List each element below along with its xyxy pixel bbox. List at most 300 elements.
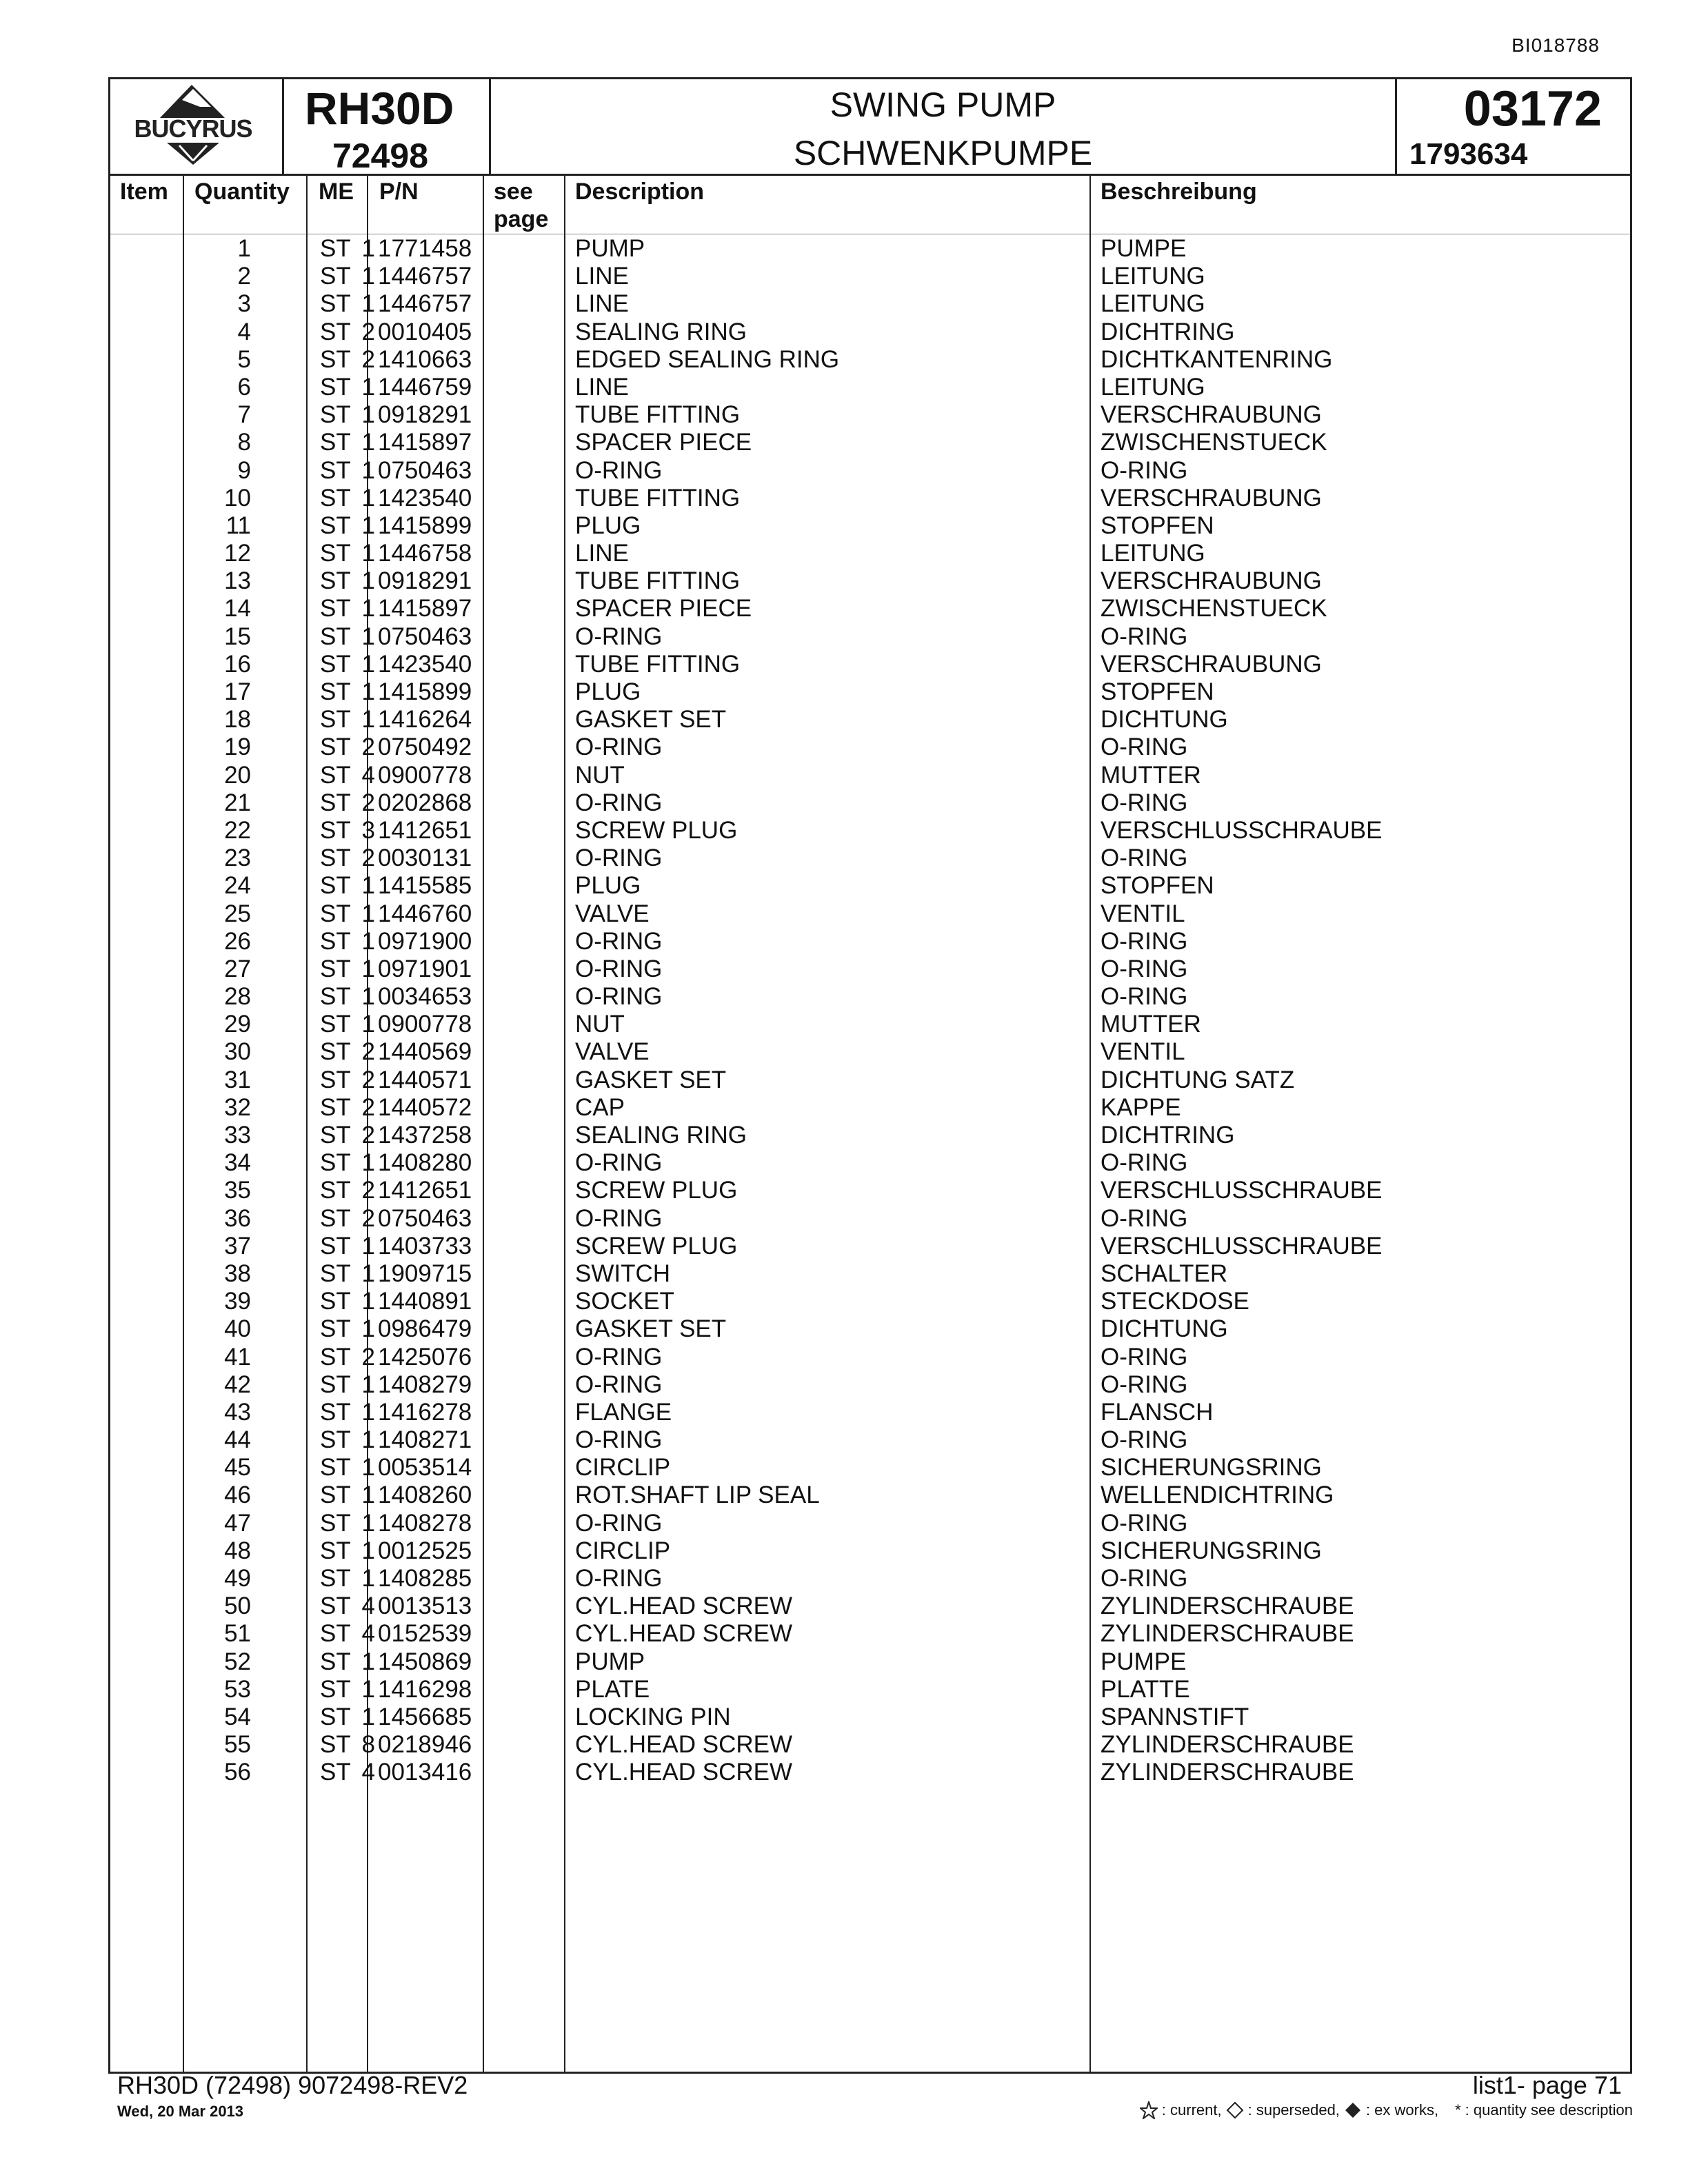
cell-part-number: 0750463 [378, 456, 472, 484]
cell-beschreibung: ZYLINDERSCHRAUBE [1101, 1759, 1354, 1786]
cell-part-number: 0900778 [378, 761, 472, 789]
table-row [110, 734, 1630, 761]
cell-description: SCREW PLUG [575, 1177, 738, 1204]
cell-part-number: 0971901 [378, 955, 472, 982]
col-header-see-page-1: see [494, 179, 533, 205]
cell-beschreibung: DICHTUNG [1101, 1315, 1228, 1343]
cell-description: O-RING [575, 623, 663, 650]
cell-quantity: 1 [361, 678, 375, 705]
cell-me: ST [320, 789, 351, 816]
table-row [110, 1205, 1630, 1233]
cell-me: ST [320, 1426, 351, 1454]
cell-part-number: 1415897 [378, 595, 472, 623]
parts-table-body [110, 235, 1630, 1787]
cell-item: 23 [224, 845, 251, 872]
cell-quantity: 1 [361, 1398, 375, 1426]
legend-current: : current, [1161, 2101, 1222, 2119]
cell-part-number: 1446760 [378, 900, 472, 927]
cell-part-number: 1408260 [378, 1482, 472, 1509]
cell-description: O-RING [575, 927, 663, 955]
cell-description: O-RING [575, 983, 663, 1011]
group-number: 03172 [1463, 81, 1602, 136]
cell-part-number: 1437258 [378, 1122, 472, 1149]
cell-me: ST [320, 955, 351, 982]
table-row [110, 1759, 1630, 1786]
cell-me: ST [320, 706, 351, 734]
model-name: RH30D [305, 83, 454, 134]
cell-description: LINE [575, 263, 629, 290]
cell-item: 26 [224, 927, 251, 955]
table-row [110, 983, 1630, 1011]
table-row [110, 318, 1630, 346]
cell-description: O-RING [575, 734, 663, 761]
cell-part-number: 1909715 [378, 1260, 472, 1287]
cell-beschreibung: SPANNSTIFT [1101, 1703, 1249, 1730]
cell-beschreibung: STOPFEN [1101, 678, 1214, 705]
cell-item: 34 [224, 1149, 251, 1177]
cell-me: ST [320, 1149, 351, 1177]
cell-description: TUBE FITTING [575, 401, 741, 429]
cell-quantity: 3 [361, 816, 375, 844]
cell-beschreibung: VERSCHLUSSCHRAUBE [1101, 1177, 1383, 1204]
cell-part-number: 1416298 [378, 1675, 472, 1703]
cell-quantity: 1 [361, 290, 375, 318]
cell-description: SEALING RING [575, 318, 747, 345]
table-row [110, 1038, 1630, 1066]
cell-beschreibung: VENTIL [1101, 900, 1185, 927]
cell-me: ST [320, 1122, 351, 1149]
cell-beschreibung: O-RING [1101, 1204, 1188, 1232]
cell-item: 40 [224, 1315, 251, 1343]
cell-quantity: 2 [361, 1204, 375, 1232]
cell-description: O-RING [575, 1204, 663, 1232]
col-header-item: Item [120, 179, 168, 205]
legend [1140, 2101, 1633, 2119]
cell-quantity: 1 [361, 872, 375, 900]
cell-beschreibung: VENTIL [1101, 1038, 1185, 1066]
cell-item: 44 [224, 1426, 251, 1454]
cell-description: SOCKET [575, 1288, 674, 1315]
cell-item: 55 [224, 1731, 251, 1759]
cell-item: 24 [224, 872, 251, 900]
cell-quantity: 2 [361, 1177, 375, 1204]
cell-beschreibung: PUMPE [1101, 235, 1187, 262]
cell-description: CYL.HEAD SCREW [575, 1620, 793, 1648]
model-cell [284, 79, 491, 174]
cell-beschreibung: O-RING [1101, 1371, 1188, 1398]
cell-me: ST [320, 623, 351, 650]
cell-me: ST [320, 983, 351, 1011]
cell-me: ST [320, 927, 351, 955]
cell-part-number: 1408280 [378, 1149, 472, 1177]
cell-beschreibung: ZWISCHENSTUECK [1101, 429, 1327, 456]
cell-description: O-RING [575, 789, 663, 816]
cell-part-number: 1456685 [378, 1703, 472, 1730]
cell-quantity: 1 [361, 1371, 375, 1398]
table-row [110, 1565, 1630, 1593]
cell-quantity: 4 [361, 1620, 375, 1648]
cell-item: 47 [224, 1509, 251, 1537]
cell-part-number: 1408285 [378, 1565, 472, 1592]
cell-item: 9 [237, 456, 251, 484]
cell-item: 45 [224, 1454, 251, 1482]
cell-me: ST [320, 1675, 351, 1703]
cell-item: 50 [224, 1593, 251, 1620]
table-row [110, 1149, 1630, 1177]
cell-beschreibung: VERSCHLUSSCHRAUBE [1101, 816, 1383, 844]
cell-me: ST [320, 1648, 351, 1675]
cell-part-number: 0750463 [378, 1204, 472, 1232]
cell-me: ST [320, 816, 351, 844]
cell-beschreibung: MUTTER [1101, 761, 1201, 789]
cell-description: CYL.HEAD SCREW [575, 1593, 793, 1620]
cell-part-number: 1440569 [378, 1038, 472, 1066]
cell-part-number: 0750463 [378, 623, 472, 650]
cell-description: CYL.HEAD SCREW [575, 1759, 793, 1786]
cell-beschreibung: O-RING [1101, 734, 1188, 761]
table-row [110, 1260, 1630, 1288]
cell-description: GASKET SET [575, 1315, 727, 1343]
cell-quantity: 2 [361, 734, 375, 761]
table-row [110, 346, 1630, 374]
cell-description: PLUG [575, 512, 641, 539]
cell-description: ROT.SHAFT LIP SEAL [575, 1482, 820, 1509]
cell-part-number: 0013513 [378, 1593, 472, 1620]
cell-quantity: 1 [361, 1565, 375, 1592]
cell-item: 20 [224, 761, 251, 789]
cell-quantity: 1 [361, 1703, 375, 1730]
cell-beschreibung: ZYLINDERSCHRAUBE [1101, 1593, 1354, 1620]
cell-beschreibung: WELLENDICHTRING [1101, 1482, 1334, 1509]
table-row [110, 1731, 1630, 1759]
cell-beschreibung: LEITUNG [1101, 290, 1205, 318]
cell-me: ST [320, 678, 351, 705]
cell-beschreibung: PLATTE [1101, 1675, 1190, 1703]
cell-part-number: 1423540 [378, 650, 472, 678]
cell-item: 27 [224, 955, 251, 982]
table-row [110, 845, 1630, 872]
table-row [110, 485, 1630, 512]
cell-quantity: 1 [361, 540, 375, 567]
cell-description: O-RING [575, 955, 663, 982]
title-german: SCHWENKPUMPE [793, 134, 1093, 172]
cell-me: ST [320, 1537, 351, 1564]
svg-text:BUCYRUS: BUCYRUS [134, 114, 252, 143]
cell-part-number: 1446757 [378, 263, 472, 290]
cell-description: GASKET SET [575, 1066, 727, 1093]
table-row [110, 678, 1630, 706]
cell-part-number: 0918291 [378, 401, 472, 429]
diamond-filled-icon [1344, 2101, 1362, 2119]
cell-part-number: 1415899 [378, 512, 472, 539]
cell-quantity: 1 [361, 373, 375, 401]
cell-quantity: 1 [361, 650, 375, 678]
cell-part-number: 1403733 [378, 1232, 472, 1260]
cell-item: 46 [224, 1482, 251, 1509]
cell-quantity: 1 [361, 623, 375, 650]
cell-description: CYL.HEAD SCREW [575, 1731, 793, 1759]
cell-beschreibung: O-RING [1101, 955, 1188, 982]
cell-beschreibung: STECKDOSE [1101, 1288, 1249, 1315]
table-row [110, 1233, 1630, 1260]
title-cell [491, 79, 1397, 174]
cell-item: 39 [224, 1288, 251, 1315]
cell-item: 37 [224, 1232, 251, 1260]
cell-quantity: 1 [361, 983, 375, 1011]
table-row [110, 1648, 1630, 1676]
table-row [110, 567, 1630, 595]
cell-beschreibung: O-RING [1101, 1426, 1188, 1454]
cell-me: ST [320, 1177, 351, 1204]
cell-me: ST [320, 1731, 351, 1759]
cell-beschreibung: VERSCHRAUBUNG [1101, 401, 1322, 429]
cell-item: 4 [237, 318, 251, 345]
cell-item: 52 [224, 1648, 251, 1675]
cell-me: ST [320, 1038, 351, 1066]
cell-description: LINE [575, 540, 629, 567]
col-header-see-page-2: page [494, 206, 549, 232]
cell-description: TUBE FITTING [575, 650, 741, 678]
cell-description: SCREW PLUG [575, 816, 738, 844]
cell-description: PLUG [575, 872, 641, 900]
cell-item: 42 [224, 1371, 251, 1398]
cell-description: NUT [575, 1011, 625, 1038]
cell-me: ST [320, 734, 351, 761]
cell-part-number: 1410663 [378, 345, 472, 373]
cell-description: GASKET SET [575, 706, 727, 734]
cell-me: ST [320, 567, 351, 595]
table-row [110, 956, 1630, 983]
cell-part-number: 1446758 [378, 540, 472, 567]
cell-description: PLATE [575, 1675, 650, 1703]
cell-part-number: 0012525 [378, 1537, 472, 1564]
cell-beschreibung: O-RING [1101, 789, 1188, 816]
table-row [110, 1011, 1630, 1038]
cell-me: ST [320, 456, 351, 484]
cell-quantity: 1 [361, 1648, 375, 1675]
cell-item: 12 [224, 540, 251, 567]
cell-item: 11 [225, 512, 251, 539]
cell-quantity: 4 [361, 1759, 375, 1786]
table-row [110, 1620, 1630, 1648]
cell-beschreibung: DICHTKANTENRING [1101, 345, 1333, 373]
table-row [110, 872, 1630, 900]
cell-part-number: 0918291 [378, 567, 472, 595]
cell-quantity: 8 [361, 1731, 375, 1759]
cell-beschreibung: O-RING [1101, 983, 1188, 1011]
cell-part-number: 1423540 [378, 484, 472, 512]
cell-quantity: 1 [361, 1011, 375, 1038]
table-row [110, 789, 1630, 817]
cell-description: VALVE [575, 900, 650, 927]
cell-description: O-RING [575, 1149, 663, 1177]
cell-quantity: 1 [361, 1675, 375, 1703]
cell-part-number: 1415899 [378, 678, 472, 705]
cell-item: 17 [224, 678, 251, 705]
cell-me: ST [320, 373, 351, 401]
cell-me: ST [320, 1343, 351, 1371]
cell-quantity: 1 [361, 1482, 375, 1509]
cell-beschreibung: VERSCHRAUBUNG [1101, 567, 1322, 595]
cell-item: 29 [224, 1011, 251, 1038]
cell-me: ST [320, 1398, 351, 1426]
cell-part-number: 0053514 [378, 1454, 472, 1482]
col-header-pn: P/N [379, 179, 419, 205]
table-row [110, 1703, 1630, 1731]
cell-quantity: 1 [361, 1454, 375, 1482]
table-row [110, 1676, 1630, 1703]
cell-beschreibung: O-RING [1101, 1343, 1188, 1371]
table-row [110, 1177, 1630, 1204]
cell-quantity: 1 [361, 512, 375, 539]
cell-me: ST [320, 1509, 351, 1537]
cell-beschreibung: MUTTER [1101, 1011, 1201, 1038]
cell-quantity: 1 [361, 900, 375, 927]
cell-item: 14 [224, 595, 251, 623]
bucyrus-logo [110, 79, 276, 174]
cell-beschreibung: O-RING [1101, 456, 1188, 484]
cell-description: SPACER PIECE [575, 429, 752, 456]
cell-me: ST [320, 1759, 351, 1786]
cell-part-number: 1415897 [378, 429, 472, 456]
header-band [110, 79, 1630, 176]
cell-item: 18 [224, 706, 251, 734]
table-row [110, 1315, 1630, 1343]
cell-beschreibung: O-RING [1101, 623, 1188, 650]
cell-item: 2 [237, 263, 251, 290]
cell-item: 13 [224, 567, 251, 595]
cell-description: PUMP [575, 1648, 645, 1675]
table-row [110, 457, 1630, 485]
cell-me: ST [320, 1315, 351, 1343]
cell-part-number: 0971900 [378, 927, 472, 955]
cell-me: ST [320, 1482, 351, 1509]
cell-part-number: 0152539 [378, 1620, 472, 1648]
cell-me: ST [320, 761, 351, 789]
table-row [110, 1454, 1630, 1482]
table-row [110, 1426, 1630, 1454]
table-row [110, 762, 1630, 789]
cell-me: ST [320, 1593, 351, 1620]
cell-part-number: 1425076 [378, 1343, 472, 1371]
cell-quantity: 1 [361, 1232, 375, 1260]
footer-doc-ref: RH30D (72498) 9072498-REV2 [117, 2071, 468, 2099]
cell-beschreibung: O-RING [1101, 1509, 1188, 1537]
cell-description: O-RING [575, 845, 663, 872]
cell-description: EDGED SEALING RING [575, 345, 840, 373]
cell-part-number: 1408271 [378, 1426, 472, 1454]
cell-item: 19 [224, 734, 251, 761]
cell-quantity: 1 [361, 955, 375, 982]
cell-part-number: 1446757 [378, 290, 472, 318]
table-row [110, 1122, 1630, 1149]
cell-description: CIRCLIP [575, 1454, 671, 1482]
cell-beschreibung: KAPPE [1101, 1093, 1181, 1121]
cell-item: 22 [224, 816, 251, 844]
cell-item: 28 [224, 983, 251, 1011]
table-row [110, 651, 1630, 678]
cell-part-number: 1446759 [378, 373, 472, 401]
cell-description: NUT [575, 761, 625, 789]
cell-me: ST [320, 1011, 351, 1038]
cell-me: ST [320, 1703, 351, 1730]
cell-quantity: 1 [361, 429, 375, 456]
cell-beschreibung: LEITUNG [1101, 263, 1205, 290]
cell-item: 35 [224, 1177, 251, 1204]
table-row [110, 1399, 1630, 1426]
cell-quantity: 1 [361, 1315, 375, 1343]
cell-quantity: 1 [361, 401, 375, 429]
table-row [110, 1288, 1630, 1315]
cell-beschreibung: DICHTUNG [1101, 706, 1228, 734]
cell-quantity: 2 [361, 789, 375, 816]
cell-quantity: 1 [361, 567, 375, 595]
cell-beschreibung: O-RING [1101, 927, 1188, 955]
star-icon [1140, 2101, 1158, 2119]
cell-part-number: 0010405 [378, 318, 472, 345]
cell-part-number: 0218946 [378, 1731, 472, 1759]
col-header-beschreibung: Beschreibung [1101, 179, 1257, 205]
cell-part-number: 1771458 [378, 235, 472, 262]
table-row [110, 623, 1630, 651]
cell-beschreibung: SICHERUNGSRING [1101, 1537, 1322, 1564]
cell-quantity: 1 [361, 1288, 375, 1315]
cell-part-number: 1415585 [378, 872, 472, 900]
cell-item: 16 [224, 650, 251, 678]
document-id: BI018788 [1511, 34, 1600, 56]
cell-beschreibung: DICHTRING [1101, 1122, 1235, 1149]
table-row [110, 1094, 1630, 1122]
cell-part-number: 1440572 [378, 1093, 472, 1121]
cell-part-number: 1416278 [378, 1398, 472, 1426]
cell-quantity: 1 [361, 263, 375, 290]
table-row [110, 512, 1630, 540]
cell-description: O-RING [575, 1565, 663, 1592]
cell-part-number: 1412651 [378, 816, 472, 844]
legend-ex-works: : ex works, [1365, 2101, 1439, 2119]
table-row [110, 1371, 1630, 1399]
table-row [110, 595, 1630, 623]
cell-me: ST [320, 345, 351, 373]
cell-item: 1 [237, 235, 251, 262]
table-row [110, 1066, 1630, 1094]
cell-part-number: 0202868 [378, 789, 472, 816]
cell-item: 15 [224, 623, 251, 650]
cell-beschreibung: VERSCHRAUBUNG [1101, 650, 1322, 678]
cell-description: FLANGE [575, 1398, 672, 1426]
cell-me: ST [320, 1288, 351, 1315]
cell-quantity: 1 [361, 235, 375, 262]
cell-description: VALVE [575, 1038, 650, 1066]
cell-item: 54 [224, 1703, 251, 1730]
cell-item: 21 [224, 789, 251, 816]
cell-beschreibung: VERSCHLUSSCHRAUBE [1101, 1232, 1383, 1260]
cell-quantity: 1 [361, 1260, 375, 1287]
cell-description: O-RING [575, 456, 663, 484]
cell-quantity: 2 [361, 318, 375, 345]
cell-part-number: 1412651 [378, 1177, 472, 1204]
table-row [110, 1593, 1630, 1620]
cell-beschreibung: O-RING [1101, 1149, 1188, 1177]
cell-description: CIRCLIP [575, 1537, 671, 1564]
col-header-description: Description [575, 179, 705, 205]
diamond-outline-icon [1226, 2101, 1244, 2119]
cell-beschreibung: STOPFEN [1101, 872, 1214, 900]
cell-me: ST [320, 401, 351, 429]
cell-description: O-RING [575, 1426, 663, 1454]
cell-part-number: 1450869 [378, 1648, 472, 1675]
cell-beschreibung: STOPFEN [1101, 512, 1214, 539]
